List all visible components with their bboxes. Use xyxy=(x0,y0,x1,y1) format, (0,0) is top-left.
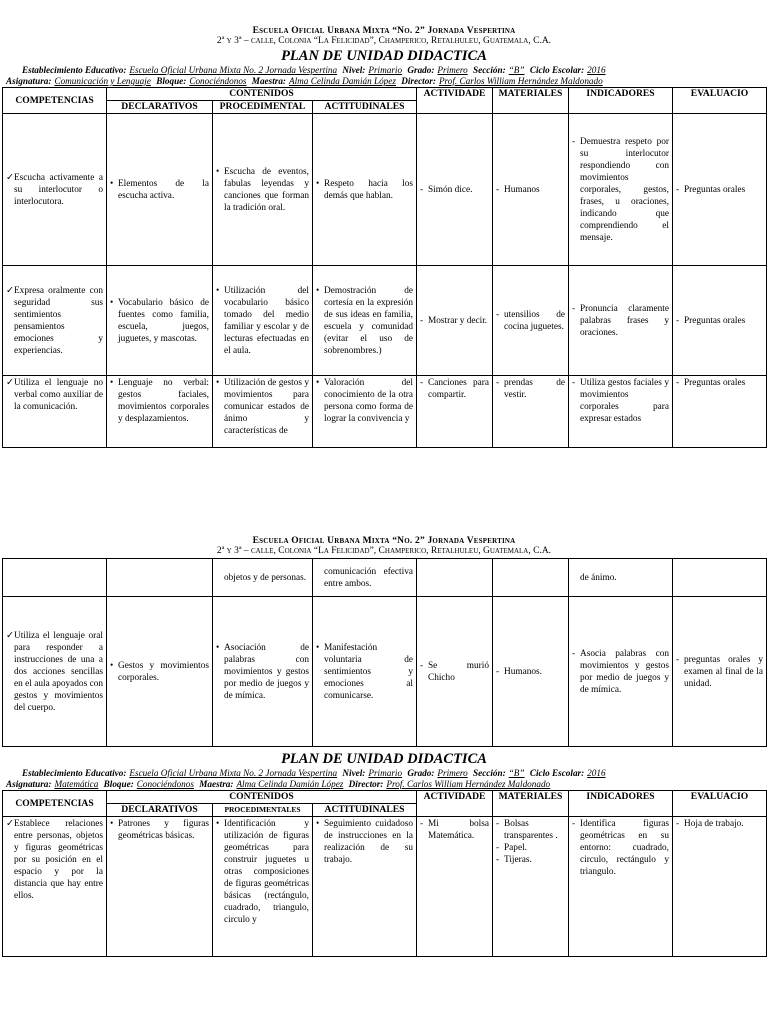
competencia-cell: ✓ Utiliza el lenguaje oral para responder a instrucciones de una a dos acciones sencillas en el aula apoyados con gestos y movimientos del cuerpo. xyxy=(3,597,107,747)
bloque-value: Conociéndonos xyxy=(189,76,247,86)
info-line-2 xyxy=(0,76,768,87)
director-value: Prof. Carlos William Hernández Maldonado xyxy=(438,76,603,86)
director-label: Director: xyxy=(401,76,436,86)
ciclo-value: 2016 xyxy=(587,65,606,75)
seccion-label: Sección: xyxy=(473,65,506,75)
evaluacion-cell: - Hoja de trabajo. xyxy=(673,817,767,957)
indicador-cell: - Pronuncia claramente palabras frases y oraciones. xyxy=(569,266,673,376)
table-row xyxy=(3,114,767,266)
header-competencias: COMPETENCIAS xyxy=(3,791,107,817)
header-contenidos: CONTENIDOS xyxy=(107,791,417,804)
establecimiento-value: Escuela Oficial Urbana Mixta No. 2 Jornada Vespertina xyxy=(129,65,338,75)
evaluacion-cell: - Preguntas orales xyxy=(673,266,767,376)
evaluacion-cell: - Preguntas orales xyxy=(673,114,767,266)
declarativo-cell: • Vocabulario básico de fuentes como familia, escuela, juegos, juguetes, y mascotas. xyxy=(107,266,213,376)
actitudinal-cell: • Demostración de cortesía en la expresión de sus ideas en familia, escuela y comunidad (evitar el uso de sobrenombres.) xyxy=(313,266,417,376)
plan-title-2: PLAN DE UNIDAD DIDACTICA xyxy=(281,751,487,767)
header-materiales: MATERIALES xyxy=(493,88,569,114)
materiales-cell: - Humanos. xyxy=(493,597,569,747)
maestra-label: Maestra: xyxy=(199,779,234,789)
maestra-value: Alma Celinda Damián López xyxy=(289,76,396,86)
header-evaluacion: EVALUACIO xyxy=(673,791,767,817)
page-gap xyxy=(0,482,768,526)
grado-value: Primero xyxy=(437,768,468,778)
header-procedimentales: PROCEDIMENTALES xyxy=(213,804,313,817)
school-address: 2ª y 3ª – calle, Colonia “La Felicidad”, Champerico, Retalhuleu, Guatemala, C.A. xyxy=(216,36,552,46)
header-declarativos: DECLARATIVOS xyxy=(107,804,213,817)
ciclo-value: 2016 xyxy=(587,768,606,778)
indicador-cell: - Asocia palabras con movimientos y gestos por medio de juegos y de mímica. xyxy=(569,597,673,747)
plan-title: PLAN DE UNIDAD DIDACTICA xyxy=(281,48,487,64)
bloque-value: Conociéndonos xyxy=(136,779,194,789)
procedimental-cont-cell: objetos y de personas. xyxy=(213,559,313,597)
establecimiento-label: Establecimiento Educativo: xyxy=(22,768,127,778)
header-contenidos: CONTENIDOS xyxy=(107,88,417,101)
competencia-cell: ✓ Escucha activamente a su interlocutor o interlocutora. xyxy=(3,114,107,266)
header-evaluacion: EVALUACIO xyxy=(673,88,767,114)
nivel-label: Nivel: xyxy=(342,65,366,75)
table-row xyxy=(3,266,767,376)
procedimental-cell: • Escucha de eventos, fabulas leyendas y canciones que forman la tradición oral. xyxy=(213,114,313,266)
grado-label: Grado: xyxy=(407,768,435,778)
header-actitudinales: ACTITUDINALES xyxy=(313,101,417,114)
header-actitudinales: ACTITUDINALES xyxy=(313,804,417,817)
asignatura-value: Matemática xyxy=(54,779,99,789)
grado-label: Grado: xyxy=(407,65,435,75)
evaluacion-cell: - preguntas orales y examen al final de la unidad. xyxy=(673,597,767,747)
ciclo-label: Ciclo Escolar: xyxy=(529,65,585,75)
indicador-cell: - Demuestra respeto por su interlocutor respondiendo con movimientos corporales, gestos, frases, u oraciones, indicando que comprendiendo el mensaje. xyxy=(569,114,673,266)
procedimental-cell: • Utilización del vocabulario básico tomado del medio familiar y escolar y de lecturas efectuadas en el aula. xyxy=(213,266,313,376)
indicador-cell: - Identifica figuras geométricas en su entorno: cuadrado, circulo, rectángulo y triangulo. xyxy=(569,817,673,957)
header-indicadores: INDICADORES xyxy=(569,791,673,817)
director-label: Director: xyxy=(348,779,384,789)
indicador-cell: - Utiliza gestos faciales y movimientos corporales para expresar estados xyxy=(569,376,673,448)
actividad-cell: - Mi bolsa Matemática. xyxy=(417,817,493,957)
info-line-1 xyxy=(0,65,768,76)
unit-plan-table-1 xyxy=(2,87,767,448)
procedimental-cell: • Identificación y utilización de figuras geométricas para construir juguetes u otras composiciones de figuras geométricas básicas (rectángulo, cuadrado, triangulo, circulo y xyxy=(213,817,313,957)
declarativo-cell: • Elementos de la escucha activa. xyxy=(107,114,213,266)
school-name: Escuela Oficial Urbana Mixta “No. 2” Jornada Vespertina xyxy=(252,26,516,36)
school-address: 2ª y 3ª – calle, Colonia “La Felicidad”, Champerico, Retalhuleu, Guatemala, C.A. xyxy=(216,546,552,556)
header-materiales: MATERIALES xyxy=(493,791,569,817)
actividad-cell: - Se murió Chicho xyxy=(417,597,493,747)
actitudinal-cell: • Respeto hacia los demás que hablan. xyxy=(313,114,417,266)
seccion-label: Sección: xyxy=(473,768,506,778)
table-row xyxy=(3,597,767,747)
header-competencias: COMPETENCIAS xyxy=(3,88,107,114)
header-indicadores: INDICADORES xyxy=(569,88,673,114)
unit-plan-table-3 xyxy=(2,790,767,957)
establecimiento-value: Escuela Oficial Urbana Mixta No. 2 Jornada Vespertina xyxy=(129,768,338,778)
maestra-value: Alma Celinda Damián López xyxy=(236,779,344,789)
asignatura-value: Comunicación y Lenguaje xyxy=(54,76,151,86)
actitudinal-cell: • Valoración del conocimiento de la otra persona como forma de lograr la convivencia y xyxy=(313,376,417,448)
procedimental-cell: • Asociación de palabras con movimientos y gestos por medio de juegos y de mímica. xyxy=(213,597,313,747)
nivel-value: Primario xyxy=(368,768,403,778)
header-procedimental: PROCEDIMENTAL xyxy=(213,101,313,114)
header-declarativos: DECLARATIVOS xyxy=(107,101,213,114)
director-value: Prof. Carlos William Hernández Maldonado xyxy=(386,779,551,789)
header-actividad: ACTIVIDADE xyxy=(417,88,493,114)
seccion-value: “B” xyxy=(508,768,525,778)
bloque-label: Bloque: xyxy=(103,779,134,789)
competencia-cell: ✓ Establece relaciones entre personas, objetos y figuras geométricas por su posición en el espacio y por la distancia que hay entre ellos. xyxy=(3,817,107,957)
actividad-cell: - Simón dice. xyxy=(417,114,493,266)
asignatura-label: Asignatura: xyxy=(6,779,52,789)
maestra-label: Maestra: xyxy=(251,76,286,86)
materiales-cell: - prendas de vestir. xyxy=(493,376,569,448)
indicador-cont-cell: de ánimo. xyxy=(569,559,673,597)
competencia-cell: ✓ Utiliza el lenguaje no verbal como auxiliar de la comunicación. xyxy=(3,376,107,448)
declarativo-cell: • Patrones y figuras geométricas básicas. xyxy=(107,817,213,957)
materiales-cell: - Bolsas transparentes . - Papel. - Tijeras. xyxy=(493,817,569,957)
table-row-continued xyxy=(3,559,767,597)
asignatura-label: Asignatura: xyxy=(6,76,52,86)
info-line-4 xyxy=(0,779,768,790)
actitudinal-cell: • Manifestación voluntaria de sentimientos y emociones al comunicarse. xyxy=(313,597,417,747)
seccion-value: “B” xyxy=(508,65,525,75)
unit-plan-table-2 xyxy=(2,558,767,747)
declarativo-cell: • Lenguaje no verbal: gestos faciales, movimientos corporales y desplazamientos. xyxy=(107,376,213,448)
nivel-label: Nivel: xyxy=(342,768,366,778)
establecimiento-label: Establecimiento Educativo: xyxy=(22,65,127,75)
actitudinal-cell: • Seguimiento cuidadoso de instrucciones en la realización de su trabajo. xyxy=(313,817,417,957)
actividad-cell: - Canciones para compartir. xyxy=(417,376,493,448)
header-actividad: ACTIVIDADE xyxy=(417,791,493,817)
competencia-cell: ✓ Expresa oralmente con seguridad sus sentimientos pensamientos emociones y experiencias. xyxy=(3,266,107,376)
page-2 xyxy=(0,526,768,1024)
grado-value: Primero xyxy=(437,65,468,75)
actitudinal-cont-cell: comunicación efectiva entre ambos. xyxy=(313,559,417,597)
ciclo-label: Ciclo Escolar: xyxy=(529,768,585,778)
info-line-3 xyxy=(0,768,768,779)
school-name: Escuela Oficial Urbana Mixta “No. 2” Jornada Vespertina xyxy=(252,536,516,546)
procedimental-cell: • Utilización de gestos y movimientos para comunicar estados de ánimo y características de xyxy=(213,376,313,448)
nivel-value: Primario xyxy=(368,65,403,75)
evaluacion-cell: - Preguntas orales xyxy=(673,376,767,448)
page-1 xyxy=(0,0,768,482)
actividad-cell: - Mostrar y decir. xyxy=(417,266,493,376)
table-row xyxy=(3,817,767,957)
declarativo-cell: • Gestos y movimientos corporales. xyxy=(107,597,213,747)
materiales-cell: - Humanos xyxy=(493,114,569,266)
bloque-label: Bloque: xyxy=(156,76,187,86)
materiales-cell: - utensilios de cocina juguetes. xyxy=(493,266,569,376)
table-row xyxy=(3,376,767,448)
